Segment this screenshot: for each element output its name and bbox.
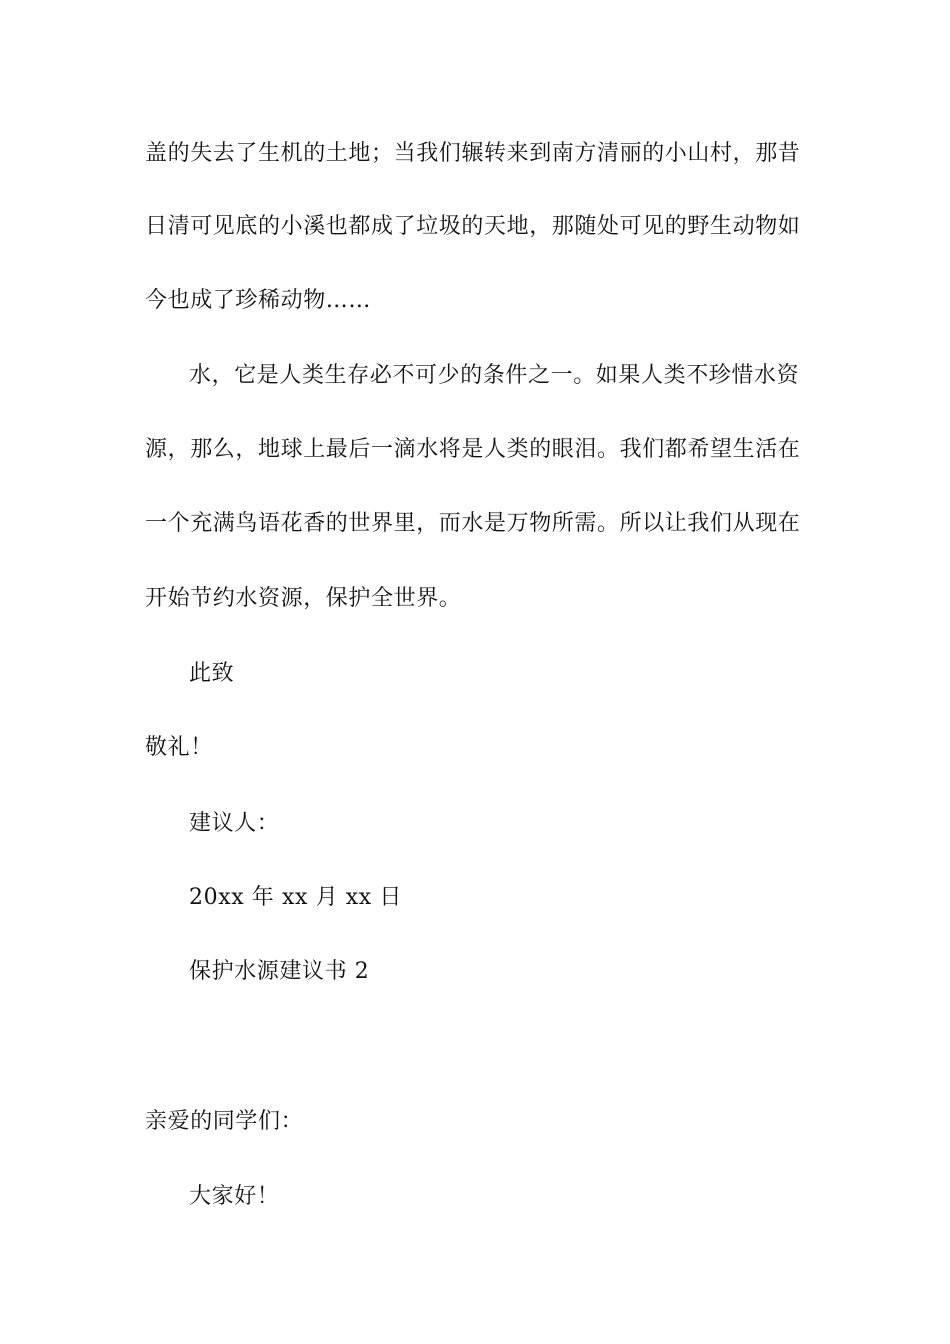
paragraph-line: 盖的失去了生机的土地；当我们辗转来到南方清丽的小山村，那昔 xyxy=(145,141,801,166)
greeting: 大家好！ xyxy=(189,1184,280,1209)
closing-jing-li: 敬礼！ xyxy=(145,735,213,760)
proposer-label: 建议人： xyxy=(189,811,280,836)
paragraph-line: 一个充满鸟语花香的世界里，而水是万物所需。所以让我们从现在 xyxy=(145,511,801,536)
paragraph-line: 水，它是人类生存必不可少的条件之一。如果人类不珍惜水资 xyxy=(189,363,800,388)
closing-ci-zhi: 此致 xyxy=(189,661,235,686)
paragraph-line: 开始节约水资源，保护全世界。 xyxy=(145,586,462,611)
date-line: 20xx 年 xx 月 xx 日 xyxy=(189,885,403,910)
paragraph-line: 今也成了珍稀动物…… xyxy=(145,288,372,313)
salutation: 亲爱的同学们： xyxy=(145,1109,304,1134)
paragraph-line: 源，那么，地球上最后一滴水将是人类的眼泪。我们都希望生活在 xyxy=(145,437,801,462)
paragraph-line: 日清可见底的小溪也都成了垃圾的天地，那随处可见的野生动物如 xyxy=(145,214,801,239)
section-title: 保护水源建议书 2 xyxy=(189,959,370,984)
